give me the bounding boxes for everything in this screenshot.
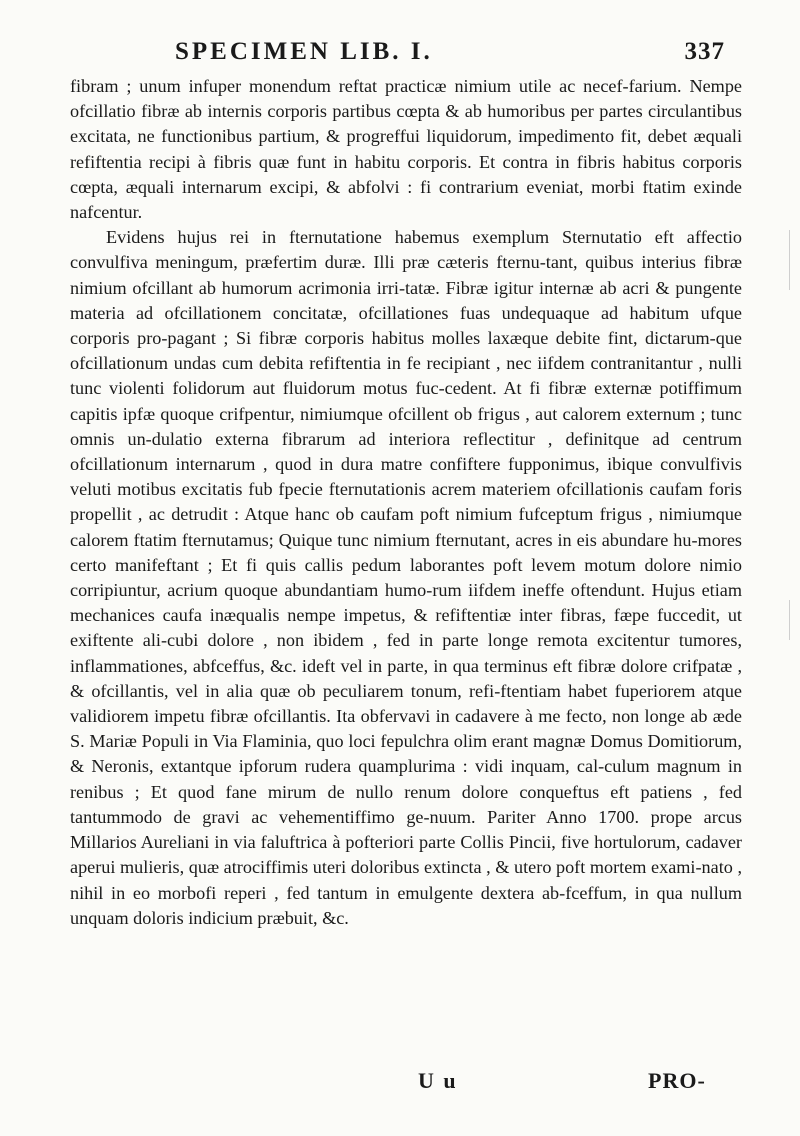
signature-mark: U u	[418, 1068, 458, 1093]
running-head-title: SPECIMEN LIB. I.	[175, 38, 433, 65]
running-head	[175, 38, 725, 68]
page-number: 337	[684, 38, 725, 65]
body-text	[70, 74, 742, 931]
catchword: PRO-	[648, 1068, 706, 1093]
page-edge-shadow	[789, 600, 790, 640]
page-edge-shadow	[789, 230, 790, 290]
page-footer	[0, 1068, 800, 1102]
paragraph-continuation: fibram ; unum infuper monendum reftat practicæ nimium utile ac necef-farium. Nempe ofcillatio fibræ ab internis corporis partibus cœpta & ab humoribus per partes circulantibus excitata, ne functionibus partium, & progreffui liquidorum, impedimento fit, debet æquali refiftentia recipi à fibris quæ funt in habitu corporis. Et contra in fibris habitus corporis cœpta, æquali internarum excipi, & abfolvi : fi contrarium eveniat, morbi ftatim exinde nafcentur.	[70, 76, 742, 223]
paragraph-sternutation: Evidens hujus rei in fternutatione habemus exemplum Sternutatio eft affectio convulfiva meningum, præfertim duræ. Illi præ cæteris fternu-tant, quibus interius fibræ nimium ofcillant ab humorum acrimonia irri-tatæ. Fibræ igitur internæ ab acri & pungente materia ad ofcillationem concitatæ, ofcillationes fuas undequaque ad habitum ufque corporis pro-pagant ; Si fibræ corporis habitus molles laxæque debite fint, dictarum-que ofcillationum undas cum debita refiftentia in fe recipiant , nec iifdem contranitantur , nulli tunc violenti folidorum aut fluidorum motus fuc-cedent. At fi fibræ externæ potiffimum capitis ipfæ quoque crifpentur, nimiumque ofcillent ob frigus , aut calorem externum ; tunc omnis un-dulatio externa fibrarum ad interiora reflectitur , definitque ad centrum ofcillationum internarum , quod in dura matre confiftere fupponimus, ibique convulfivis veluti motibus excitatis fub fpecie fternutationis acrem materiem ofcillationis caufam foris propellit , ac detrudit : Atque hanc ob caufam poft nimium fufceptum frigus , nimiumque calorem ftatim fternutamus; Quique tunc nimium fternutant, acres in eis abundare hu-mores certo manifeftant ; Et fi quis callis pedum laborantes poft levem motum dolore nimio corripiuntur, acrium quoque abundantiam humo-rum iifdem ineffe oftendunt. Hujus etiam mechanices caufa inæqualis nempe impetus, & refiftentiæ inter fibras, fæpe fuccedit, ut exiftente ali-cubi dolore , non ibidem , fed in parte longe remota excitentur tumores, inflammationes, abfceffus, &c. ideft vel in parte, in qua terminus eft fibræ dolore crifpatæ , & ofcillantis, vel in alia quæ ob peculiarem tonum, refi-ftentiam habet fuperiorem atque validiorem impetu fibræ ofcillantis. Ita obfervavi in cadavere à me fecto, non longe ab æde S. Mariæ Populi in Via Flaminia, quo loci fepulchra olim erant magnæ Domus Domitiorum, & Neronis, extantque ipforum rudera quamplurima : vidi inquam, cal-culum magnum in renibus ; Et quod fane mirum de nullo renum dolore conqueftus eft patiens , fed tantummodo de gravi ac vehementiffimo ge-nuum. Pariter Anno 1700. prope arcus Millarios Aureliani in via faluftrica à pofteriori parte Collis Pincii, five hortulorum, cadaver aperui mulieris, quæ atrociffimis uteri doloribus extincta , & utero poft mortem exami-nato , nihil in eo morbofi reperi , fed tantum in emulgente dextera ab-fceffum, in qua nullum unquam doloris indicium præbuit, &c.	[70, 227, 742, 928]
